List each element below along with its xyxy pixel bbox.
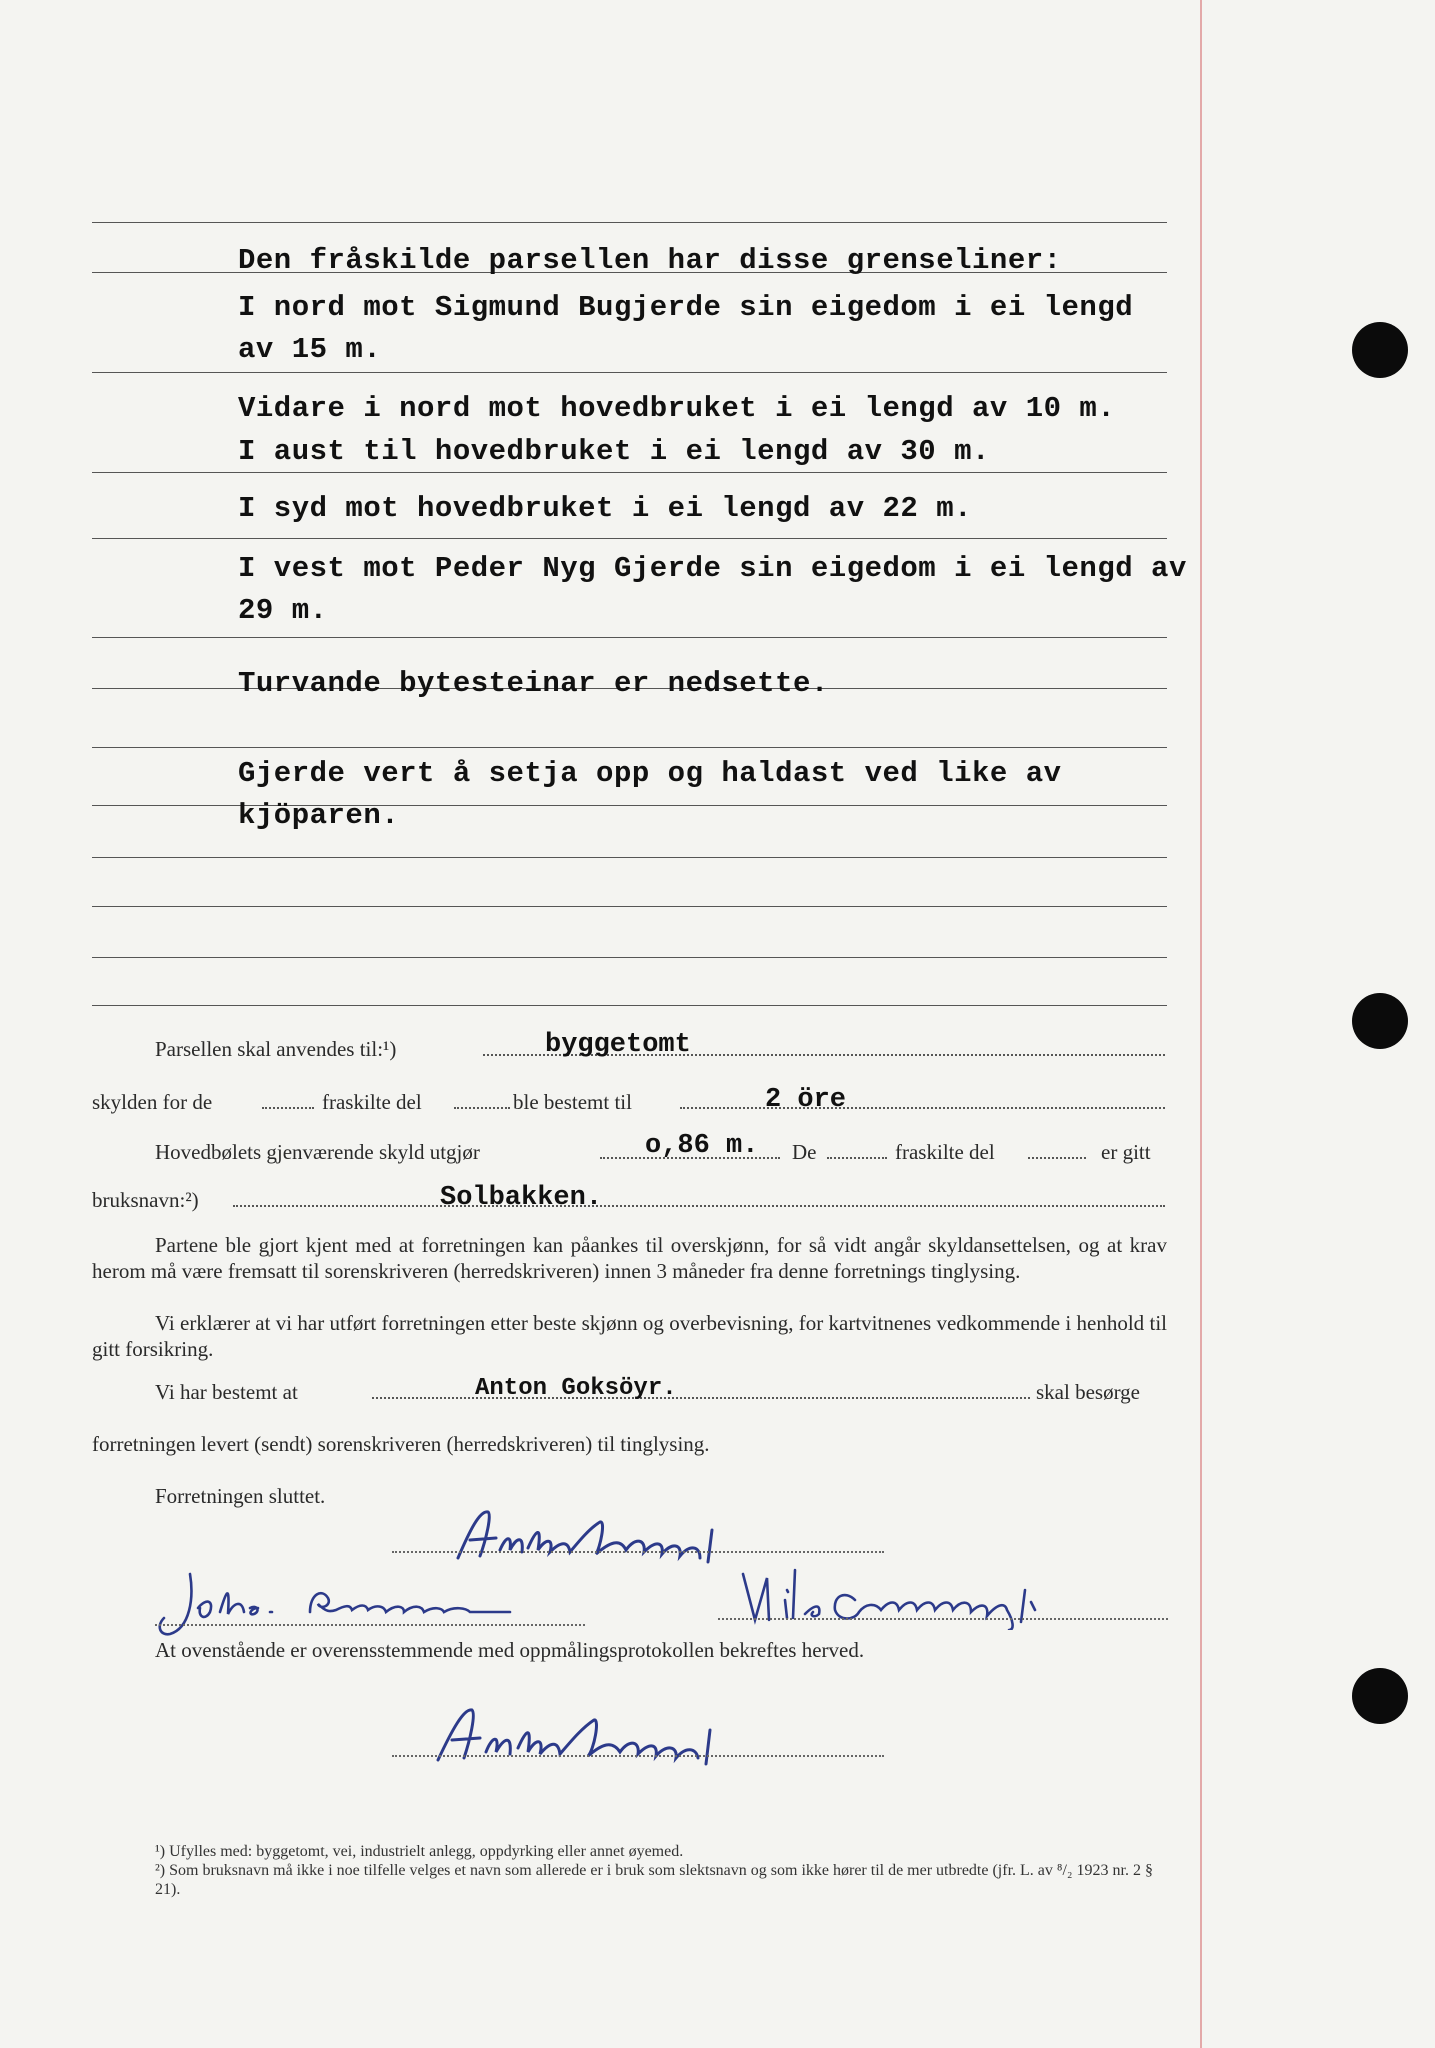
typed-line: av 15 m.: [238, 333, 382, 366]
dotted-field: [1028, 1157, 1086, 1159]
dotted-field: [233, 1205, 1165, 1207]
closing-text: Forretningen sluttet.: [155, 1484, 326, 1508]
ruled-line: [92, 957, 1167, 958]
use-value: byggetomt: [545, 1030, 691, 1060]
appoint-suffix: skal besørge: [1036, 1380, 1141, 1404]
dotted-field: [262, 1107, 314, 1109]
typed-line: Turvande bytesteinar er nedsette.: [238, 667, 829, 700]
ruled-line: [92, 472, 1167, 473]
dotted-field: [827, 1157, 887, 1159]
margin-rule: [1200, 0, 1202, 2048]
typed-line: Den fråskilde parsellen har disse grenseliner:: [238, 244, 1062, 277]
ruled-line: [92, 372, 1167, 373]
ruled-line: [92, 906, 1167, 907]
remaining-suffix: er gitt: [1101, 1140, 1151, 1164]
dotted-field: [454, 1107, 510, 1109]
remaining-de: De: [792, 1140, 817, 1164]
skyld-prefix: skylden for de: [92, 1090, 213, 1114]
appeal-paragraph: Partene ble gjort kjent med at forretningen kan påankes til overskjønn, for så vidt angår skyldansettelsen, og at krav herom må være fremsatt til sorenskriveren (herredskriveren) innen 3 måneder fra denne forretnings tinglysing.: [92, 1233, 1167, 1283]
ruled-line: [92, 747, 1167, 748]
dotted-field: [680, 1107, 1165, 1109]
typed-line: I syd mot hovedbruket i ei lengd av 22 m.: [238, 492, 973, 525]
footnotes: [155, 1842, 1170, 1899]
typed-line: I aust til hovedbruket i ei lengd av 30 m.: [238, 435, 990, 468]
footnote-1: ¹) Ufylles med: byggetomt, vei, industrielt anlegg, oppdyrking eller annet øyemed.: [155, 1843, 684, 1860]
typed-line: 29 m.: [238, 594, 328, 627]
skyld-suffix: ble bestemt til: [513, 1090, 632, 1114]
typed-line: Gjerde vert å setja opp og haldast ved like av: [238, 757, 1062, 790]
declaration-paragraph: Vi erklærer at vi har utført forretningen etter beste skjønn og overbevisning, for kartvitnenes vedkommende i henhold til gitt forsikring.: [92, 1311, 1167, 1361]
appoint-value: Anton Goksöyr.: [475, 1375, 677, 1402]
signature-line: [392, 1755, 884, 1757]
name-label: bruksnavn:²): [92, 1188, 199, 1212]
signature-line: [718, 1618, 1168, 1620]
punch-hole: [1352, 993, 1408, 1049]
attest-text: At ovenstående er overensstemmende med oppmålingsprotokollen bekreftes herved.: [155, 1638, 865, 1662]
remaining-mid: fraskilte del: [895, 1140, 995, 1164]
ruled-line: [92, 1005, 1167, 1006]
ruled-line: [92, 637, 1167, 638]
remaining-label: Hovedbølets gjenværende skyld utgjør: [155, 1140, 480, 1164]
skyld-value: 2 öre: [765, 1085, 847, 1115]
footnote-2: ²) Som bruksnavn må ikke i noe tilfelle velges et navn som allerede er i bruk som slektsnavn og som ikke hører til de mer utbredte (jfr. L. av ⁸/₂ 1923 nr. 2 § 21).: [155, 1862, 1153, 1898]
typed-line: I nord mot Sigmund Bugjerde sin eigedom i ei lengd: [238, 291, 1134, 324]
typed-line: Vidare i nord mot hovedbruket i ei lengd av 10 m.: [238, 392, 1116, 425]
signature-line: [155, 1624, 585, 1626]
punch-hole: [1352, 1668, 1408, 1724]
ruled-line: [92, 222, 1167, 223]
use-label: Parsellen skal anvendes til:¹): [155, 1037, 397, 1061]
remaining-value: o,86 m.: [645, 1131, 759, 1161]
punch-hole: [1352, 322, 1408, 378]
signature-anton-goksoyr-attest: [430, 1700, 760, 1770]
dotted-field: [372, 1397, 1030, 1399]
signature-johs-rasmussen: [150, 1568, 570, 1638]
appoint-label: Vi har bestemt at: [155, 1380, 298, 1404]
signature-anton-goksoyr: [450, 1500, 750, 1570]
typed-line: I vest mot Peder Nyg Gjerde sin eigedom i ei lengd av: [238, 552, 1187, 585]
skyld-mid: fraskilte del: [322, 1090, 422, 1114]
delivery-text: forretningen levert (sendt) sorenskriveren (herredskriveren) til tinglysing.: [92, 1432, 710, 1456]
typed-line: kjöparen.: [238, 799, 400, 832]
signature-line: [392, 1551, 884, 1553]
name-value: Solbakken.: [440, 1183, 603, 1213]
ruled-line: [92, 857, 1167, 858]
ruled-line: [92, 538, 1167, 539]
